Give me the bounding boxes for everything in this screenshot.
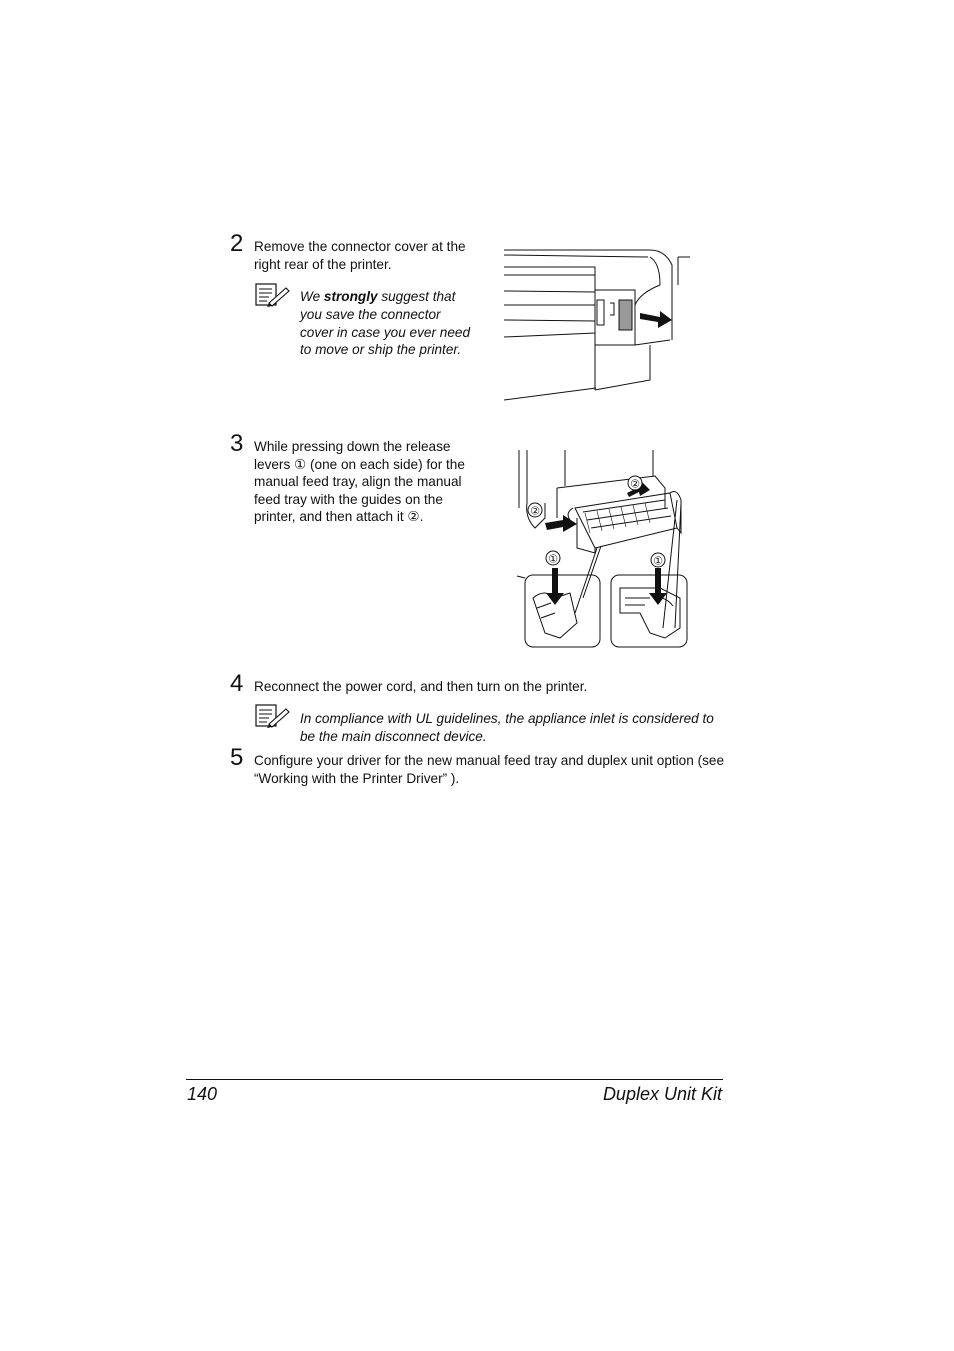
step-4-note: In compliance with UL guidelines, the appliance inlet is considered to be the main disconnect device. [300, 711, 714, 744]
guide-label-right: ② [630, 477, 640, 491]
step-3-text: While pressing down the release levers ① (one on each side) for the manual feed tray, align the manual feed tray with the guides on the printer, and then attach it ②. [254, 439, 465, 525]
step-3-number: 3 [230, 430, 244, 457]
lever-label-left: ① [548, 552, 558, 566]
note-icon [255, 283, 291, 307]
note-icon [255, 704, 291, 728]
section-title: Duplex Unit Kit [602, 1084, 722, 1104]
guide-label-left: ② [530, 504, 540, 518]
step-2-text: Remove the connector cover at the right rear of the printer. [254, 239, 466, 272]
footer-rule [186, 1079, 723, 1080]
step-5-number: 5 [230, 744, 244, 771]
note-emphasis: strongly [323, 289, 378, 304]
step-2-note: We strongly suggest that you save the connector cover in case you ever need to move or ship the printer. [300, 289, 471, 358]
manual-feed-tray-illustration [515, 448, 695, 653]
connector-cover-illustration [500, 245, 700, 405]
step-4-text: Reconnect the power cord, and then turn on the printer. [254, 679, 588, 694]
lever-label-right: ① [653, 554, 663, 568]
step-4-number: 4 [230, 670, 244, 697]
step-5-text: Configure your driver for the new manual feed tray and duplex unit option (see “Working with the Printer Driver” ). [254, 753, 725, 786]
step-2-number: 2 [230, 230, 244, 257]
page-number: 140 [187, 1084, 218, 1104]
